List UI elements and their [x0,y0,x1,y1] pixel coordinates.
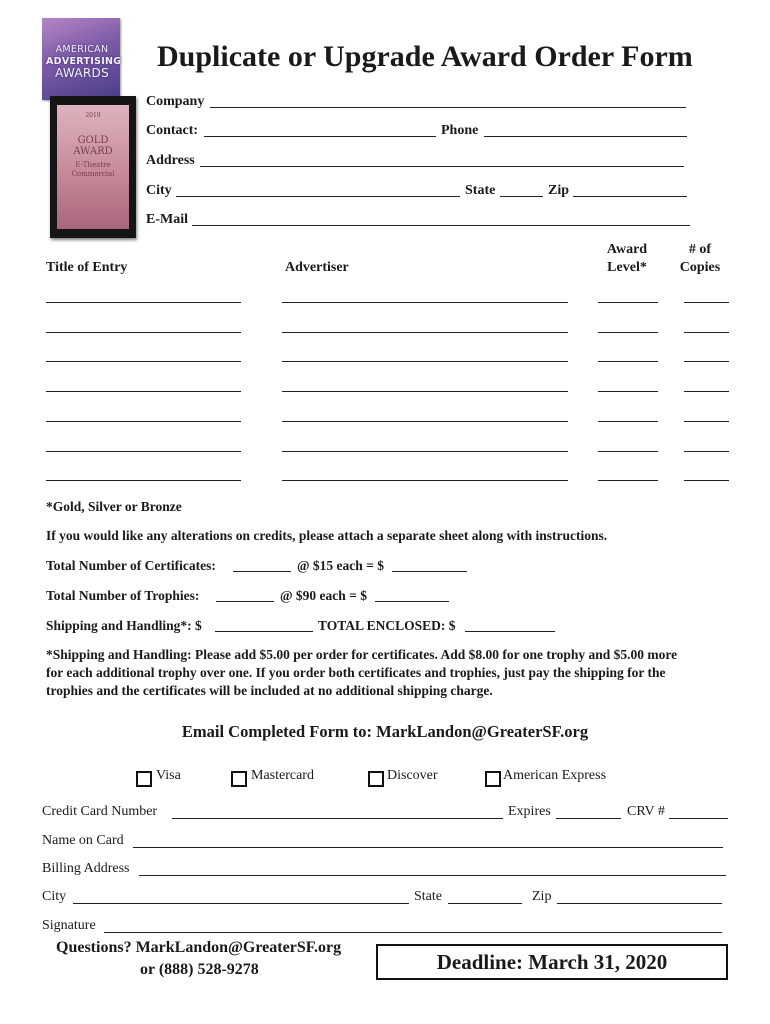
row-7-copies-field[interactable] [684,480,729,481]
trophies-label: Total Number of Trophies: [46,588,200,603]
name-on-card-label: Name on Card [42,833,124,848]
row-3-title-field[interactable] [46,361,241,362]
credit-card-number-label: Credit Card Number [42,804,158,819]
billing-state-field[interactable] [448,903,522,904]
row-6-advertiser-field[interactable] [282,451,568,452]
contact-field[interactable] [204,136,436,137]
email-field[interactable] [192,225,690,226]
address-label: Address [146,153,195,168]
alterations-note: If you would like any alterations on credits, please attach a separate sheet along with instructions. [46,528,608,543]
phone-label: Phone [441,123,479,138]
american-express-label: American Express [503,768,607,783]
questions-phone: or (888) 528-9278 [140,961,259,978]
banner-text-2: ADVERTISING [46,56,122,67]
state-label: State [465,183,496,198]
billing-state-label: State [414,889,442,904]
row-7-title-field[interactable] [46,480,241,481]
banner-text-1: AMERICAN [55,44,109,55]
zip-label: Zip [548,183,570,198]
plaque-category: E-Theatre [75,161,111,169]
phone-field[interactable] [484,136,687,137]
row-5-advertiser-field[interactable] [282,421,568,422]
row-5-award-level-field[interactable] [598,421,658,422]
certificates-amount-field[interactable] [392,571,467,572]
row-4-title-field[interactable] [46,391,241,392]
row-4-copies-field[interactable] [684,391,729,392]
row-4-award-level-field[interactable] [598,391,658,392]
billing-address-field[interactable] [139,875,726,876]
row-6-award-level-field[interactable] [598,451,658,452]
shipping-amount-field[interactable] [215,631,313,632]
shipping-note-line-3: trophies and the certificates will be included at no additional shipping charge. [46,683,493,698]
column-header-copies-2: Copies [679,260,721,275]
company-field[interactable] [210,107,686,108]
expires-field[interactable] [556,818,621,819]
row-7-advertiser-field[interactable] [282,480,568,481]
row-2-advertiser-field[interactable] [282,332,568,333]
billing-zip-field[interactable] [557,903,722,904]
row-1-copies-field[interactable] [684,302,729,303]
row-5-copies-field[interactable] [684,421,729,422]
row-7-award-level-field[interactable] [598,480,658,481]
total-enclosed-label: TOTAL ENCLOSED: $ [318,618,456,633]
banner-text-3: AWARDS [55,66,109,80]
certificates-count-field[interactable] [233,571,291,572]
row-5-title-field[interactable] [46,421,241,422]
row-6-title-field[interactable] [46,451,241,452]
row-6-copies-field[interactable] [684,451,729,452]
credit-card-number-field[interactable] [172,818,503,819]
row-3-award-level-field[interactable] [598,361,658,362]
zip-field[interactable] [573,196,687,197]
email-label: E-Mail [146,212,188,227]
billing-address-label: Billing Address [42,861,130,876]
signature-field[interactable] [104,932,722,933]
award-levels-note: *Gold, Silver or Bronze [46,499,182,514]
row-3-copies-field[interactable] [684,361,729,362]
visa-label: Visa [156,768,181,783]
crv-label: CRV # [627,804,665,819]
row-2-copies-field[interactable] [684,332,729,333]
visa-checkbox[interactable] [136,771,152,787]
row-2-title-field[interactable] [46,332,241,333]
column-header-level-1: Award [606,242,648,257]
trophies-amount-field[interactable] [375,601,449,602]
row-3-advertiser-field[interactable] [282,361,568,362]
plaque-award: AWARD [73,146,113,157]
discover-label: Discover [387,768,438,783]
city-label: City [146,183,172,198]
trophies-price: @ $90 each = $ [280,588,367,603]
discover-checkbox[interactable] [368,771,384,787]
row-4-advertiser-field[interactable] [282,391,568,392]
row-1-award-level-field[interactable] [598,302,658,303]
mastercard-checkbox[interactable] [231,771,247,787]
trophies-count-field[interactable] [216,601,274,602]
deadline-box [376,944,728,980]
shipping-note-line-2: for each additional trophy over one. If you order both certificates and trophies, just pay the shipping for the [46,665,666,680]
crv-field[interactable] [669,818,728,819]
billing-city-label: City [42,889,67,904]
row-2-award-level-field[interactable] [598,332,658,333]
column-header-copies-1: # of [688,242,712,257]
shipping-label: Shipping and Handling*: $ [46,618,202,633]
signature-label: Signature [42,918,96,933]
questions-contact: Questions? MarkLandon@GreaterSF.org [56,939,342,956]
email-instruction: Email Completed Form to: MarkLandon@GreaterSF.org [181,722,589,741]
shipping-note-line-1: *Shipping and Handling: Please add $5.00 per order for certificates. Add $8.00 for one trophy and $5.00 more [46,647,678,662]
column-header-title: Title of Entry [46,260,128,275]
billing-city-field[interactable] [73,903,409,904]
plaque-year: 2019 [85,112,101,119]
column-header-advertiser: Advertiser [285,260,349,275]
address-field[interactable] [200,166,684,167]
state-field[interactable] [500,196,543,197]
award-banner-image [42,18,120,100]
american-express-checkbox[interactable] [485,771,501,787]
row-1-advertiser-field[interactable] [282,302,568,303]
name-on-card-field[interactable] [133,847,723,848]
column-header-level-2: Level* [607,260,647,275]
city-field[interactable] [176,196,460,197]
page-title: Duplicate or Upgrade Award Order Form [157,40,693,73]
certificates-label: Total Number of Certificates: [46,558,216,573]
certificates-price: @ $15 each = $ [297,558,384,573]
award-plaque-image [50,96,136,238]
plaque-subcategory: Commercial [71,170,115,178]
expires-label: Expires [508,804,551,819]
deadline-text: Deadline: March 31, 2020 [436,949,668,974]
contact-label: Contact: [146,123,199,138]
billing-zip-label: Zip [532,889,552,904]
plaque-gold: GOLD [77,135,109,146]
company-label: Company [146,94,205,109]
row-1-title-field[interactable] [46,302,241,303]
total-enclosed-field[interactable] [465,631,555,632]
mastercard-label: Mastercard [251,768,314,783]
